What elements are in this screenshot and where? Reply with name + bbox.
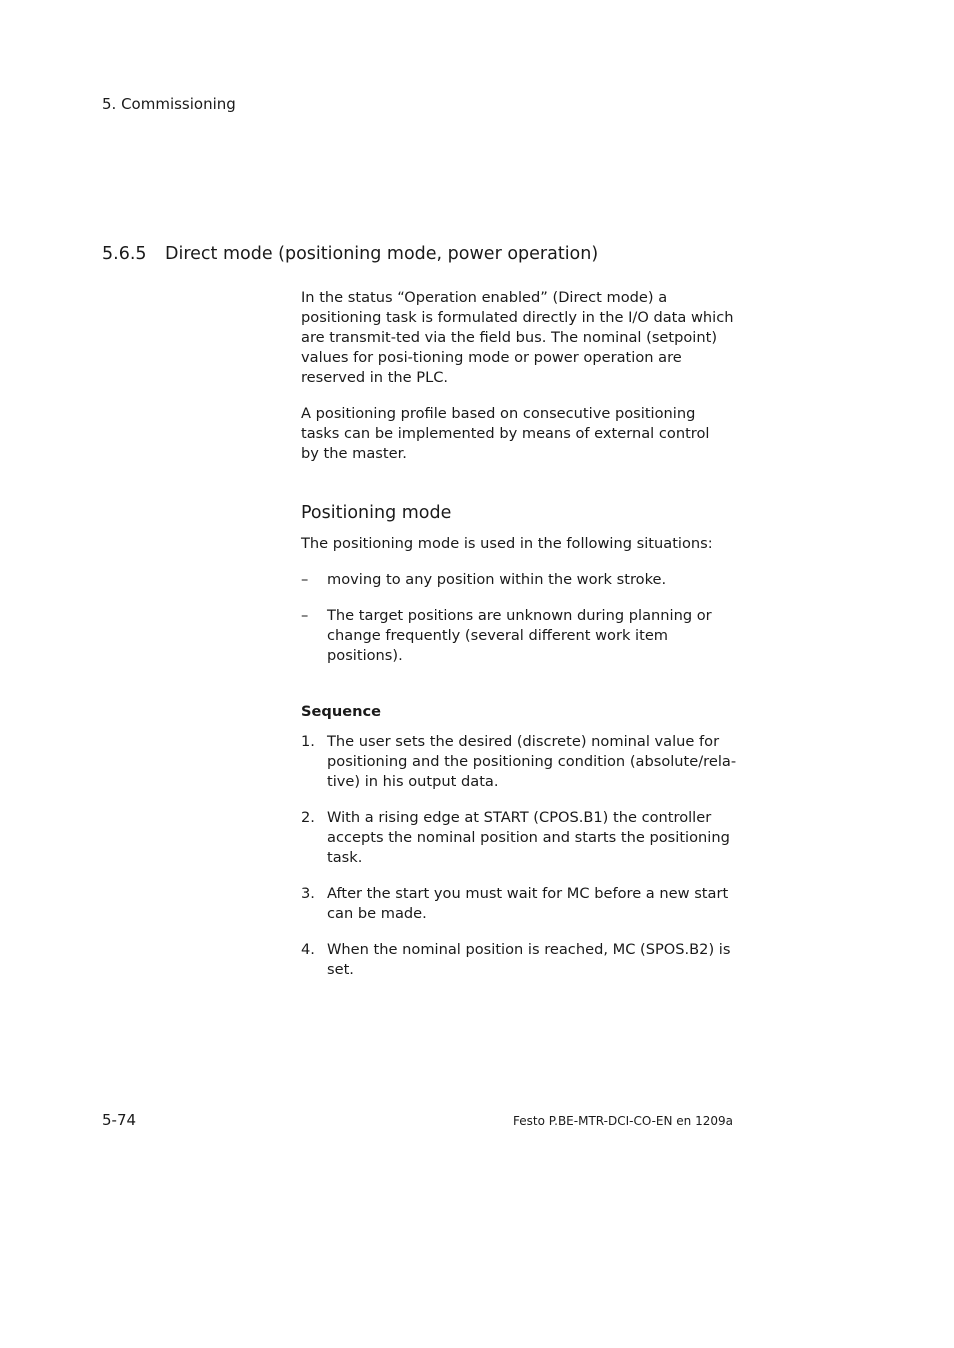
step-text: After the start you must wait for MC before a new start can be made. xyxy=(327,885,729,922)
document-reference: Festo P.BE-MTR-DCI-CO-EN en 1209a xyxy=(513,1114,733,1128)
sequence-heading: Sequence xyxy=(301,703,382,720)
intro-paragraph-2: A positioning profile based on consecutive positioning tasks can be implemented by means of external control by the master. xyxy=(301,405,710,462)
positioning-mode-heading: Positioning mode xyxy=(301,503,452,523)
running-header: 5. Commissioning xyxy=(102,95,236,113)
step-number: 4. xyxy=(301,941,315,958)
step-text: The user sets the desired (discrete) nominal value for positioning and the positioning condition (absolute/rela-tive) in his output data. xyxy=(327,733,737,790)
body-content xyxy=(301,288,741,996)
step-text: With a rising edge at START (CPOS.B1) the controller accepts the nominal position and starts the positioning task. xyxy=(327,809,730,866)
intro-paragraph-1: In the status “Operation enabled” (Direct mode) a positioning task is formulated directly in the I/O data which are transmit-ted via the field bus. The nominal (setpoint) values for posi-tioning mode or power operation are reserved in the PLC. xyxy=(301,289,734,386)
step-number: 1. xyxy=(301,733,315,750)
list-item xyxy=(301,884,741,924)
list-item-text: The target positions are unknown during planning or change frequently (several different work item positions). xyxy=(327,607,712,664)
dash-marker: – xyxy=(301,607,309,624)
list-item xyxy=(301,940,741,980)
section-heading xyxy=(102,243,598,265)
list-item xyxy=(301,732,741,792)
positioning-mode-lead: The positioning mode is used in the following situations: xyxy=(301,535,713,552)
step-number: 2. xyxy=(301,809,315,826)
page-number: 5-74 xyxy=(102,1111,137,1129)
step-text: When the nominal position is reached, MC (SPOS.B2) is set. xyxy=(327,941,731,978)
step-number: 3. xyxy=(301,885,315,902)
list-item xyxy=(301,808,741,868)
dash-marker: – xyxy=(301,571,309,588)
list-item xyxy=(301,570,741,590)
list-item-text: moving to any position within the work stroke. xyxy=(327,571,667,588)
section-title: Direct mode (positioning mode, power operation) xyxy=(165,244,599,264)
list-item xyxy=(301,606,741,666)
section-number: 5.6.5 xyxy=(102,244,147,264)
